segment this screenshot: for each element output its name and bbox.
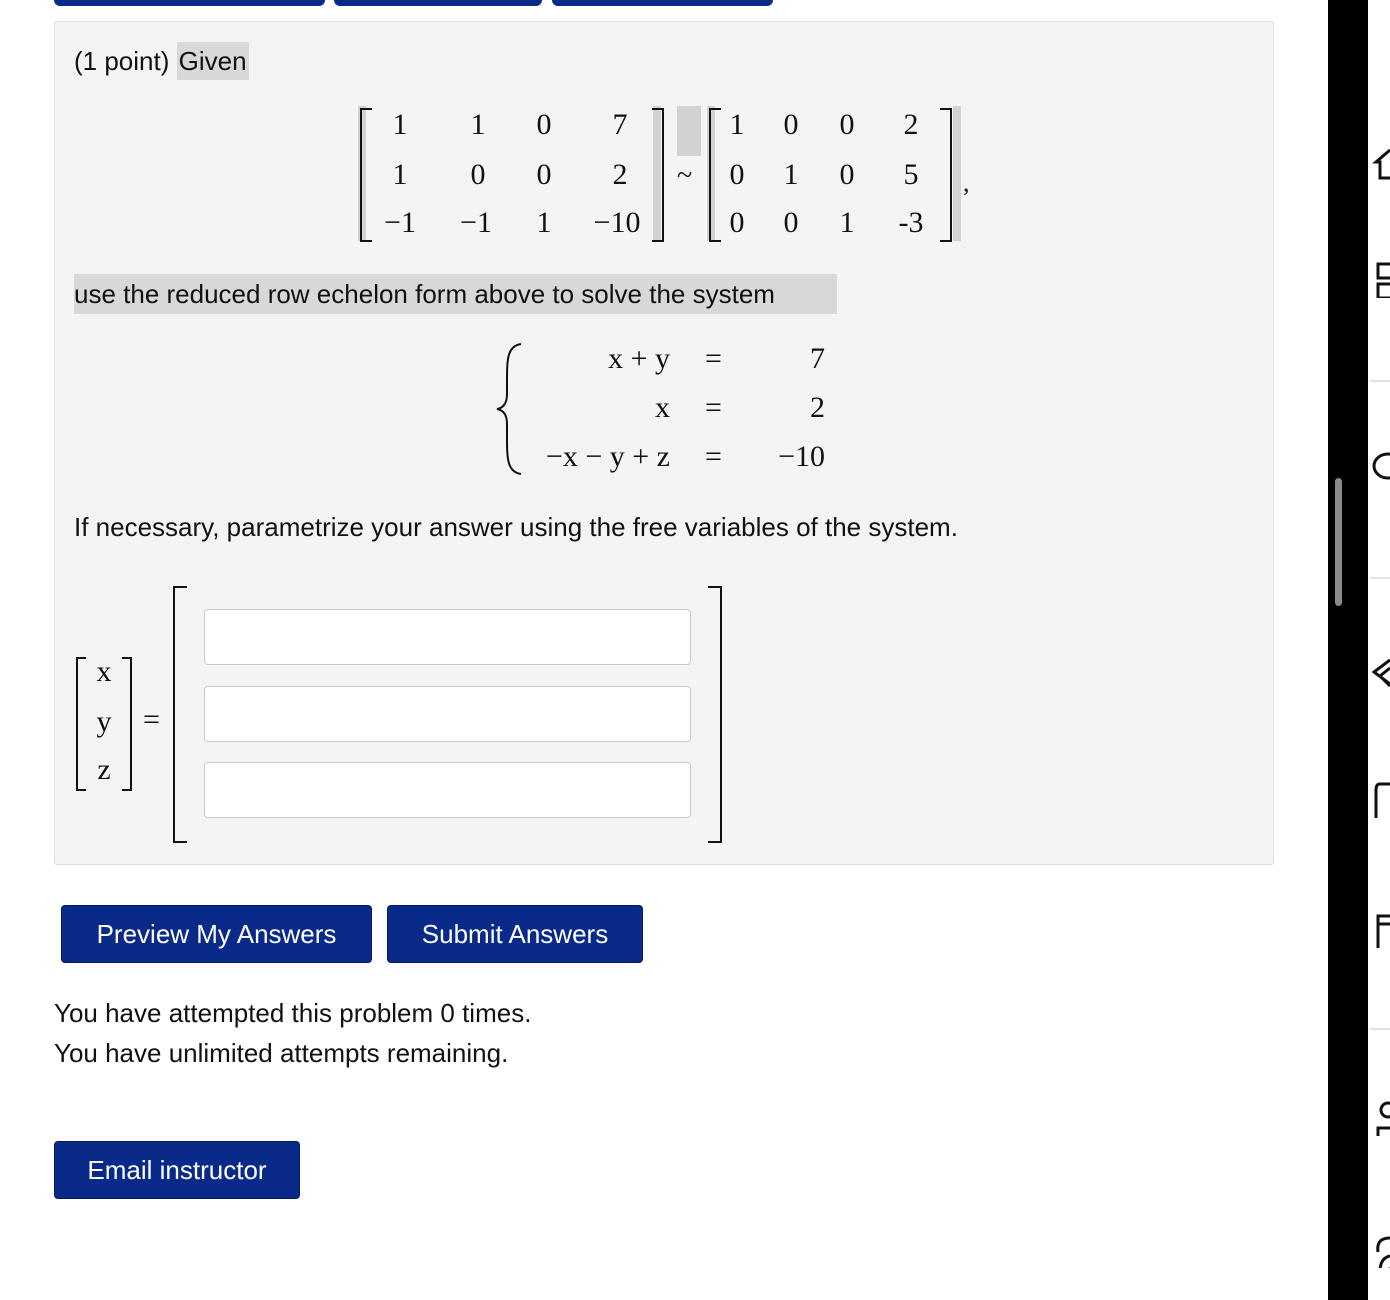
cell: 0 [536,158,552,191]
points-label: (1 point) [74,46,170,76]
inbox-icon[interactable] [1372,912,1390,948]
equation-rhs: −10 [778,440,825,473]
remaining-status: You have unlimited attempts remaining. [54,1038,509,1068]
cell: 2 [612,158,628,191]
vector-equals: = [143,703,160,736]
cell: 0 [470,158,486,191]
instruction-text: use the reduced row echelon form above to solve the system [74,274,837,314]
equation-lhs: −x − y + z [545,440,670,473]
parametrize-note: If necessary, parametrize your answer using the free variables of the system. [74,512,958,542]
cell: 1 [392,108,408,141]
cell: -3 [898,206,924,239]
cell: 7 [612,108,628,141]
cell: 1 [729,108,745,141]
apps-icon[interactable] [1372,262,1390,298]
problem-heading [74,46,249,77]
cell: 0 [729,206,745,239]
var-x: x [96,655,112,688]
cell: 1 [839,206,855,239]
nav-button-2[interactable] [334,0,542,6]
answer-x-input[interactable] [204,609,691,665]
cell: 0 [783,206,799,239]
equation-eq: = [705,342,722,375]
cell: 0 [839,108,855,141]
sidebar-edge [1328,0,1368,1300]
equation-lhs: x [655,391,670,424]
equation-eq: = [705,440,722,473]
cell: −10 [593,206,641,239]
chat-icon[interactable] [1372,450,1390,486]
cell: 0 [783,108,799,141]
chevrons-icon[interactable] [1372,656,1390,692]
cell: 0 [729,158,745,191]
row-equivalent-symbol: ~ [677,160,693,191]
more-icon[interactable] [1372,1232,1390,1268]
email-instructor-button[interactable]: Email instructor [54,1141,300,1199]
nav-button-1[interactable] [54,0,325,6]
attempts-status: You have attempted this problem 0 times. [54,998,532,1028]
cell: 1 [536,206,552,239]
equation-rhs: 2 [810,391,825,424]
cell: −1 [384,206,416,239]
scrollbar[interactable] [1335,478,1342,606]
equation-rhs: 7 [810,342,825,375]
divider [1370,1028,1390,1030]
people-icon[interactable] [1372,1100,1390,1136]
answer-y-input[interactable] [204,686,691,742]
cell: 1 [470,108,486,141]
equation-eq: = [705,391,722,424]
cell: 0 [839,158,855,191]
var-y: y [96,705,112,738]
divider [1370,380,1390,382]
answer-z-input[interactable] [204,762,691,818]
cell: 5 [903,158,919,191]
equation-lhs: x + y [608,342,670,375]
cell: −1 [460,206,492,239]
submit-answers-button[interactable]: Submit Answers [387,905,643,963]
cell: 2 [903,108,919,141]
calendar-icon[interactable] [1372,782,1390,818]
given-label: Given [177,42,249,80]
right-sidebar [1328,0,1390,1300]
preview-answers-button[interactable]: Preview My Answers [61,905,372,963]
cell: 1 [392,158,408,191]
trailing-comma: , [963,168,970,197]
var-z: z [97,753,111,786]
divider [1370,577,1390,579]
nav-button-3[interactable] [552,0,773,6]
cell: 1 [783,158,799,191]
cell: 0 [536,108,552,141]
home-icon[interactable] [1372,144,1390,180]
